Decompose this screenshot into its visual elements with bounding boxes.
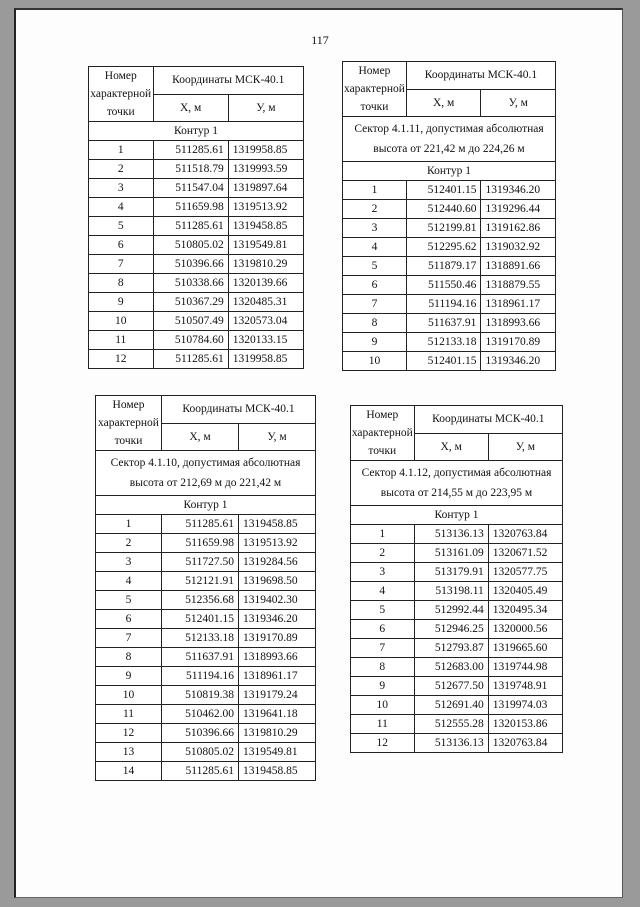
table-row [96, 667, 316, 686]
x-coordinate: 512992.44 [414, 601, 488, 620]
table-row [89, 312, 304, 331]
x-coordinate: 511727.50 [162, 553, 239, 572]
x-coordinate: 512677.50 [414, 677, 488, 696]
contour-row [351, 506, 563, 525]
x-coordinate: 511637.91 [406, 314, 481, 333]
y-column-header: У, м [481, 89, 556, 117]
contour-row [89, 122, 304, 141]
x-column-header: Х, м [406, 89, 481, 117]
header-row [343, 62, 556, 90]
contour-row [96, 496, 316, 515]
table-row [351, 544, 563, 563]
x-coordinate: 511550.46 [406, 276, 481, 295]
x-coordinate: 510805.02 [162, 743, 239, 762]
point-number: 10 [89, 312, 154, 331]
x-coordinate: 510805.02 [153, 236, 228, 255]
x-coordinate: 512199.81 [406, 219, 481, 238]
x-coordinate: 512401.15 [406, 352, 481, 371]
point-number: 8 [96, 648, 162, 667]
sector-row [343, 117, 556, 162]
table-row [96, 610, 316, 629]
y-coordinate: 1319549.81 [228, 236, 303, 255]
x-coordinate: 512793.87 [414, 639, 488, 658]
x-coordinate: 511194.16 [162, 667, 239, 686]
point-number: 3 [89, 179, 154, 198]
x-coordinate: 510396.66 [162, 724, 239, 743]
point-number: 7 [343, 295, 407, 314]
y-coordinate: 1319810.29 [239, 724, 316, 743]
y-coordinate: 1320139.66 [228, 274, 303, 293]
x-coordinate: 513136.13 [414, 525, 488, 544]
table-row [96, 572, 316, 591]
x-coordinate: 512133.18 [406, 333, 481, 352]
x-coordinate: 510462.00 [162, 705, 239, 724]
y-coordinate: 1318961.17 [239, 667, 316, 686]
contour-label: Контур 1 [89, 122, 304, 141]
point-number-header: Номер характерной точки [96, 396, 162, 451]
y-coordinate: 1320495.34 [488, 601, 562, 620]
x-coordinate: 513136.13 [414, 734, 488, 753]
y-coordinate: 1319179.24 [239, 686, 316, 705]
table-row [351, 525, 563, 544]
x-coordinate: 511637.91 [162, 648, 239, 667]
table-row [351, 715, 563, 734]
table-row [351, 620, 563, 639]
y-coordinate: 1319402.30 [239, 591, 316, 610]
y-coordinate: 1319458.85 [228, 217, 303, 236]
y-coordinate: 1319748.91 [488, 677, 562, 696]
y-coordinate: 1319993.59 [228, 160, 303, 179]
x-coordinate: 511547.04 [153, 179, 228, 198]
table-row [343, 238, 556, 257]
y-coordinate: 1320573.04 [228, 312, 303, 331]
y-coordinate: 1318961.17 [481, 295, 556, 314]
x-coordinate: 513198.11 [414, 582, 488, 601]
table-row [343, 257, 556, 276]
x-coordinate: 511285.61 [153, 141, 228, 160]
point-number: 3 [351, 563, 415, 582]
point-number: 9 [96, 667, 162, 686]
table-row [89, 236, 304, 255]
point-number: 10 [351, 696, 415, 715]
point-number: 13 [96, 743, 162, 762]
x-coordinate: 512555.28 [414, 715, 488, 734]
point-number: 5 [96, 591, 162, 610]
table-row [89, 141, 304, 160]
point-number-header: Номер характерной точки [351, 406, 415, 461]
table-row [89, 255, 304, 274]
table-row [89, 198, 304, 217]
table-row [96, 553, 316, 572]
y-coordinate: 1320153.86 [488, 715, 562, 734]
y-coordinate: 1319170.89 [481, 333, 556, 352]
x-coordinate: 511285.61 [153, 217, 228, 236]
x-coordinate: 510396.66 [153, 255, 228, 274]
x-coordinate: 511285.61 [162, 515, 239, 534]
point-number: 7 [96, 629, 162, 648]
point-number: 8 [351, 658, 415, 677]
x-coordinate: 512401.15 [162, 610, 239, 629]
contour-row [343, 162, 556, 181]
point-number: 9 [89, 293, 154, 312]
y-coordinate: 1320485.31 [228, 293, 303, 312]
coordinates-header: Координаты МСК-40.1 [406, 62, 555, 90]
x-coordinate: 511194.16 [406, 295, 481, 314]
table-row [96, 591, 316, 610]
x-coordinate: 512356.68 [162, 591, 239, 610]
x-coordinate: 510367.29 [153, 293, 228, 312]
point-number: 12 [351, 734, 415, 753]
x-coordinate: 511285.61 [153, 350, 228, 369]
point-number: 8 [89, 274, 154, 293]
y-column-header: У, м [488, 433, 562, 461]
x-coordinate: 510784.60 [153, 331, 228, 350]
point-number: 12 [89, 350, 154, 369]
coordinates-header: Координаты МСК-40.1 [414, 406, 562, 434]
coordinates-table-sector-4-1-10 [95, 395, 316, 781]
y-coordinate: 1319162.86 [481, 219, 556, 238]
contour-label: Контур 1 [343, 162, 556, 181]
point-number: 6 [89, 236, 154, 255]
coordinates-table-sector-4-1-11 [342, 61, 556, 371]
table-row [351, 696, 563, 715]
sector-description: Сектор 4.1.11, допустимая абсолютная высота от 221,42 м до 224,26 м [343, 117, 556, 162]
point-number: 4 [96, 572, 162, 591]
page-number: 117 [311, 33, 329, 47]
x-coordinate: 512691.40 [414, 696, 488, 715]
y-coordinate: 1319513.92 [239, 534, 316, 553]
sector-description: Сектор 4.1.12, допустимая абсолютная высота от 214,55 м до 223,95 м [351, 461, 563, 506]
x-column-header: Х, м [162, 423, 239, 451]
y-coordinate: 1318993.66 [481, 314, 556, 333]
point-number: 5 [343, 257, 407, 276]
y-coordinate: 1319641.18 [239, 705, 316, 724]
table-row [96, 629, 316, 648]
point-number: 7 [89, 255, 154, 274]
y-coordinate: 1319346.20 [239, 610, 316, 629]
y-coordinate: 1320405.49 [488, 582, 562, 601]
y-coordinate: 1319974.03 [488, 696, 562, 715]
x-coordinate: 512133.18 [162, 629, 239, 648]
point-number: 5 [89, 217, 154, 236]
x-coordinate: 511285.61 [162, 762, 239, 781]
sector-row [96, 451, 316, 496]
table-row [351, 734, 563, 753]
x-coordinate: 510507.49 [153, 312, 228, 331]
table-row [96, 648, 316, 667]
point-number-header: Номер характерной точки [343, 62, 407, 117]
table-row [351, 601, 563, 620]
y-coordinate: 1318879.55 [481, 276, 556, 295]
table-row [96, 534, 316, 553]
y-coordinate: 1319346.20 [481, 181, 556, 200]
sector-description: Сектор 4.1.10, допустимая абсолютная высота от 212,69 м до 221,42 м [96, 451, 316, 496]
y-coordinate: 1320577.75 [488, 563, 562, 582]
x-coordinate: 510338.66 [153, 274, 228, 293]
x-coordinate: 510819.38 [162, 686, 239, 705]
point-number: 2 [343, 200, 407, 219]
point-number: 4 [343, 238, 407, 257]
point-number: 11 [96, 705, 162, 724]
table-row [89, 217, 304, 236]
table-row [351, 677, 563, 696]
point-number: 7 [351, 639, 415, 658]
x-coordinate: 513161.09 [414, 544, 488, 563]
point-number: 2 [96, 534, 162, 553]
table-row [96, 724, 316, 743]
table-row [351, 658, 563, 677]
point-number: 9 [343, 333, 407, 352]
point-number: 5 [351, 601, 415, 620]
table-row [351, 639, 563, 658]
point-number: 4 [351, 582, 415, 601]
point-number: 14 [96, 762, 162, 781]
table-row [351, 563, 563, 582]
header-row [351, 406, 563, 434]
contour-label: Контур 1 [96, 496, 316, 515]
coordinates-header: Координаты МСК-40.1 [162, 396, 316, 424]
y-coordinate: 1320000.56 [488, 620, 562, 639]
table-row [351, 582, 563, 601]
point-number: 11 [351, 715, 415, 734]
x-coordinate: 512946.25 [414, 620, 488, 639]
point-number: 1 [89, 141, 154, 160]
y-coordinate: 1319698.50 [239, 572, 316, 591]
y-coordinate: 1320671.52 [488, 544, 562, 563]
y-coordinate: 1320763.84 [488, 734, 562, 753]
x-coordinate: 512683.00 [414, 658, 488, 677]
y-coordinate: 1319897.64 [228, 179, 303, 198]
y-coordinate: 1319549.81 [239, 743, 316, 762]
table-row [343, 219, 556, 238]
point-number: 6 [96, 610, 162, 629]
table-row [343, 181, 556, 200]
y-coordinate: 1319296.44 [481, 200, 556, 219]
y-coordinate: 1319810.29 [228, 255, 303, 274]
header-row [96, 396, 316, 424]
table-row [89, 160, 304, 179]
y-coordinate: 1320133.15 [228, 331, 303, 350]
y-coordinate: 1319284.56 [239, 553, 316, 572]
table-row [96, 515, 316, 534]
x-coordinate: 512401.15 [406, 181, 481, 200]
point-number: 2 [351, 544, 415, 563]
y-coordinate: 1319458.85 [239, 515, 316, 534]
coordinates-table-sector-4-1-12 [350, 405, 563, 753]
point-number: 11 [89, 331, 154, 350]
point-number: 2 [89, 160, 154, 179]
y-coordinate: 1319170.89 [239, 629, 316, 648]
point-number-header: Номер характерной точки [89, 67, 154, 122]
table-row [343, 200, 556, 219]
point-number: 4 [89, 198, 154, 217]
point-number: 3 [96, 553, 162, 572]
table-row [89, 331, 304, 350]
y-column-header: У, м [228, 94, 303, 122]
y-coordinate: 1319513.92 [228, 198, 303, 217]
point-number: 8 [343, 314, 407, 333]
table-row [96, 743, 316, 762]
table-row [343, 333, 556, 352]
y-coordinate: 1320763.84 [488, 525, 562, 544]
point-number: 10 [96, 686, 162, 705]
y-coordinate: 1319958.85 [228, 350, 303, 369]
y-coordinate: 1319346.20 [481, 352, 556, 371]
x-coordinate: 511879.17 [406, 257, 481, 276]
x-coordinate: 511659.98 [162, 534, 239, 553]
x-coordinate: 511659.98 [153, 198, 228, 217]
x-column-header: Х, м [414, 433, 488, 461]
point-number: 6 [343, 276, 407, 295]
table-row [89, 293, 304, 312]
table-row [89, 274, 304, 293]
point-number: 1 [96, 515, 162, 534]
table-row [96, 705, 316, 724]
coordinates-header: Координаты МСК-40.1 [153, 67, 304, 95]
table-row [89, 350, 304, 369]
y-coordinate: 1319744.98 [488, 658, 562, 677]
coordinates-table-contour-1 [88, 66, 304, 369]
table-row [343, 314, 556, 333]
table-row [89, 179, 304, 198]
point-number: 10 [343, 352, 407, 371]
x-coordinate: 513179.91 [414, 563, 488, 582]
x-coordinate: 512295.62 [406, 238, 481, 257]
y-coordinate: 1319458.85 [239, 762, 316, 781]
x-column-header: Х, м [153, 94, 228, 122]
table-row [96, 762, 316, 781]
x-coordinate: 512121.91 [162, 572, 239, 591]
point-number: 1 [343, 181, 407, 200]
x-coordinate: 512440.60 [406, 200, 481, 219]
point-number: 3 [343, 219, 407, 238]
x-coordinate: 511518.79 [153, 160, 228, 179]
header-row [89, 67, 304, 95]
sector-row [351, 461, 563, 506]
point-number: 9 [351, 677, 415, 696]
table-row [96, 686, 316, 705]
y-coordinate: 1319032.92 [481, 238, 556, 257]
y-column-header: У, м [239, 423, 316, 451]
point-number: 12 [96, 724, 162, 743]
point-number: 6 [351, 620, 415, 639]
table-row [343, 295, 556, 314]
table-row [343, 352, 556, 371]
y-coordinate: 1318891.66 [481, 257, 556, 276]
contour-label: Контур 1 [351, 506, 563, 525]
y-coordinate: 1319958.85 [228, 141, 303, 160]
y-coordinate: 1318993.66 [239, 648, 316, 667]
y-coordinate: 1319665.60 [488, 639, 562, 658]
table-row [343, 276, 556, 295]
point-number: 1 [351, 525, 415, 544]
